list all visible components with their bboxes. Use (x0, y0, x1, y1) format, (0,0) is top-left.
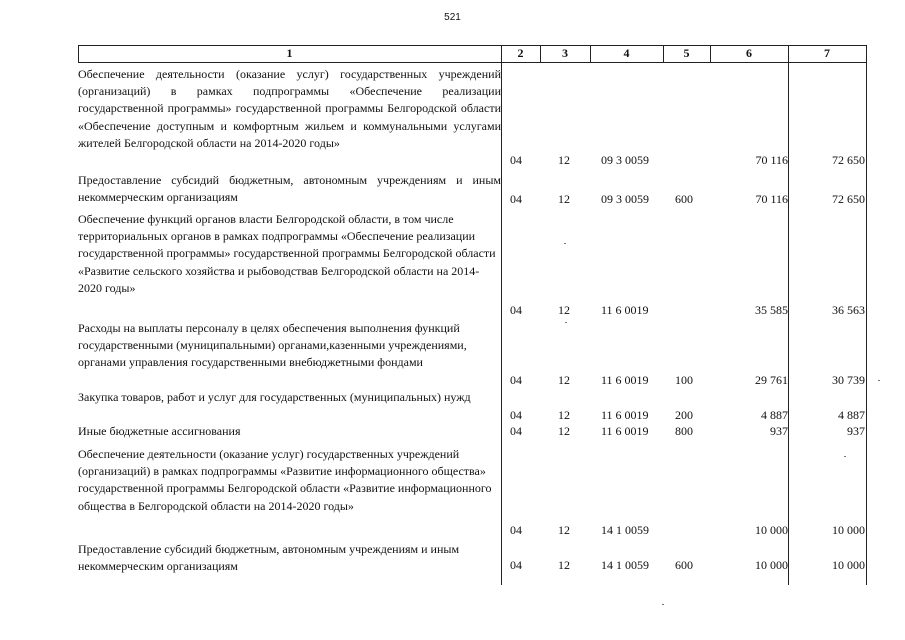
row-6-col-2: 04 (510, 424, 522, 438)
header-col-5: 5 (683, 46, 690, 60)
row-2-col-7: 72 650 (832, 192, 865, 206)
row-6-col-7: 937 (847, 424, 865, 438)
row-8-col-4: 14 1 0059 (601, 558, 649, 572)
row-6-col-5: 800 (675, 424, 693, 438)
row-7-col-7: 10 000 (832, 523, 865, 537)
header-col-2: 2 (517, 46, 524, 60)
scan-speck (844, 456, 846, 457)
row-8-col-3: 12 (558, 558, 570, 572)
header-col-4: 4 (623, 46, 630, 60)
row-6-col-3: 12 (558, 424, 570, 438)
row-1-col-3: 12 (558, 153, 570, 167)
row-5-col-5: 200 (675, 408, 693, 422)
row-4-col-4: 11 6 0019 (601, 373, 649, 387)
row-8-col-6: 10 000 (755, 558, 788, 572)
row-7-col-2: 04 (510, 523, 522, 537)
row-8-col-7: 10 000 (832, 558, 865, 572)
row-7-description: Обеспечение деятельности (оказание услуг) государственных учреждений (организаций) в рамках подпрограммы «Развитие информационного общества» государственной программы Белгородской области «Развитие информационного общества в Белгородской области на 2014-2020 годы» (78, 447, 492, 513)
row-1-col-7: 72 650 (832, 153, 865, 167)
row-4-col-5: 100 (675, 373, 693, 387)
row-8-col-5: 600 (675, 558, 693, 572)
row-1-col-6: 70 116 (755, 153, 788, 167)
row-5-col-4: 11 6 0019 (601, 408, 649, 422)
row-4-col-7: 30 739 (832, 373, 865, 387)
row-6-description: Иные бюджетные ассигнования (78, 424, 241, 438)
row-3-col-6: 35 585 (755, 303, 788, 317)
row-4-col-6: 29 761 (755, 373, 788, 387)
row-3-col-2: 04 (510, 303, 522, 317)
page-number: 521 (444, 12, 461, 23)
row-4-col-3: 12 (558, 373, 570, 387)
row-4-col-2: 04 (510, 373, 522, 387)
scan-speck (878, 380, 880, 381)
row-6-col-6: 937 (770, 424, 788, 438)
header-col-1: 1 (286, 46, 293, 60)
row-2-col-5: 600 (675, 192, 693, 206)
row-1-description: Обеспечение деятельности (оказание услуг) государственных учреждений (организаций) в рамках подпрограммы «Обеспечение реализации государственной программы» государственной программы Белгородской области «Обеспечение доступным и комфортным жильем и коммунальными услугами жителей Белгородской области на 2014-2020 годы» (78, 67, 501, 150)
row-8-description: Предоставление субсидий бюджетным, автономным учреждениям и иным некоммерческим организациям (78, 542, 460, 574)
row-6-col-4: 11 6 0019 (601, 424, 649, 438)
row-1-col-4: 09 3 0059 (601, 153, 649, 167)
right-border (866, 45, 867, 585)
scan-speck (662, 604, 664, 605)
row-7-col-6: 10 000 (755, 523, 788, 537)
scan-speck (564, 243, 566, 244)
row-5-col-2: 04 (510, 408, 522, 422)
row-7-col-3: 12 (558, 523, 570, 537)
header-col-3: 3 (562, 46, 568, 60)
row-3-col-4: 11 6 0019 (601, 303, 649, 317)
row-5-col-7: 4 887 (838, 408, 865, 422)
row-2-description: Предоставление субсидий бюджетным, автономным учреждениям и иным некоммерческим организациям (78, 173, 501, 205)
row-5-description: Закупка товаров, работ и услуг для государственных (муниципальных) нужд (78, 390, 471, 404)
row-5-col-6: 4 887 (761, 408, 788, 422)
row-3-col-3: 12 (558, 303, 570, 317)
header-bottom-border (78, 62, 867, 63)
row-7-col-4: 14 1 0059 (601, 523, 649, 537)
header-col-6: 6 (746, 46, 752, 60)
row-4-description: Расходы на выплаты персоналу в целях обеспечения выполнения функций государственными (муниципальными) органами,казенными учреждениями, органами управления государственными внебюджетными фондами (78, 321, 467, 370)
row-2-col-4: 09 3 0059 (601, 192, 649, 206)
col-divider-6 (788, 45, 789, 585)
col-divider-1 (501, 45, 502, 585)
row-2-col-6: 70 116 (755, 192, 788, 206)
row-5-col-3: 12 (558, 408, 570, 422)
row-8-col-2: 04 (510, 558, 522, 572)
budget-table (78, 45, 867, 585)
row-1-col-2: 04 (510, 153, 522, 167)
row-2-col-2: 04 (510, 192, 522, 206)
row-3-col-7: 36 563 (832, 303, 865, 317)
row-3-description: Обеспечение функций органов власти Белгородской области, в том числе территориальных органов в рамках подпрограммы «Обеспечение реализации государственной программы» государственной программы Белгородской области «Развитие сельского хозяйства и рыбоводствав Белгородской области на 2014-2020 годы» (78, 212, 496, 295)
row-2-col-3: 12 (558, 192, 570, 206)
scan-speck (565, 322, 567, 323)
header-col-7: 7 (824, 46, 830, 60)
